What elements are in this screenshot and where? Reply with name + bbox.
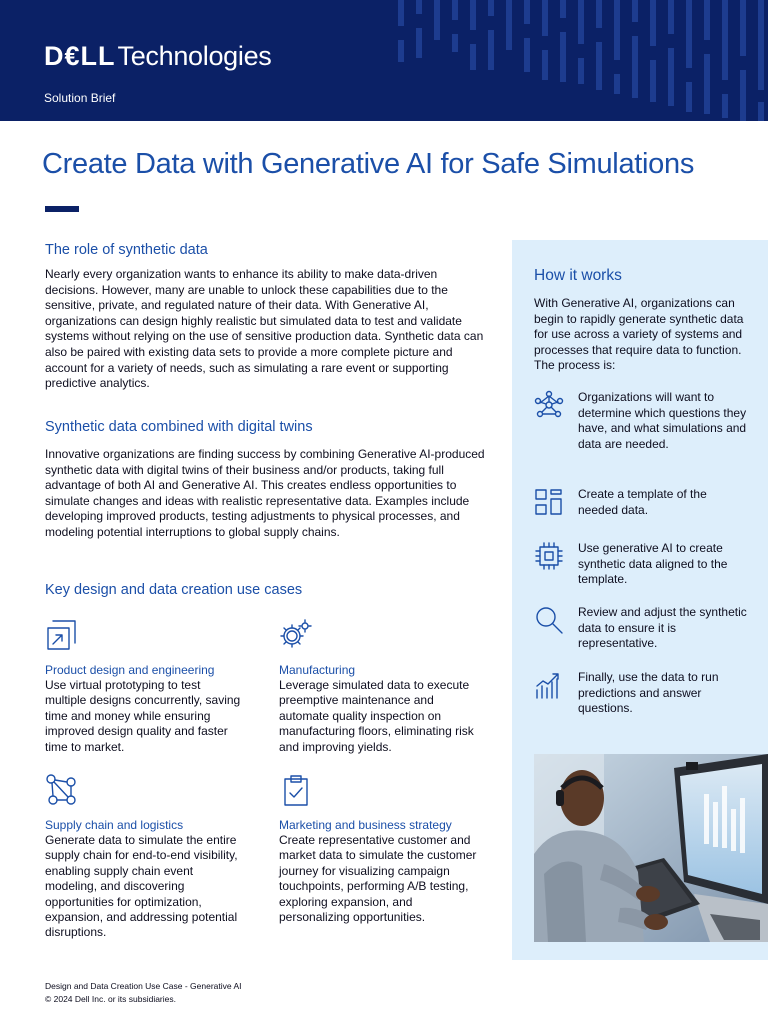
section-heading-digital-twins: Synthetic data combined with digital twins xyxy=(45,419,313,435)
step-text: Use generative AI to create synthetic data aligned to the template. xyxy=(578,541,728,587)
growth-chart-icon xyxy=(534,670,564,700)
footer-doc-label: Design and Data Creation Use Case - Generative AI xyxy=(45,981,242,991)
dell-technologies-logo xyxy=(44,41,272,77)
step-text: Finally, use the data to run predictions and answer questions. xyxy=(578,670,719,716)
section-body-synthetic-data: Nearly every organization wants to enhance its ability to make data-driven decisions. However, many are unable to unlock these capabilities due to the sensitive, private, and regulated nature of their data. With Generative AI, organizations can design highly realistic but simulated data to test and validate systems without relying on the use of sensitive production data. Synthetic data can also be paired with existing data sets to provide a more complete picture and account for a variety of needs, such as simulating a rare event or supporting predictive analytics. xyxy=(45,267,484,391)
template-grid-icon xyxy=(534,487,564,517)
sidebar-intro: With Generative AI, organizations can begin to rapidly generate synthetic data for use across a variety of systems and processes that require data to function. The process is: xyxy=(534,296,744,373)
use-case-desc: Create representative customer and market data to simulate the customer journey for visualizing campaign touchpoints, performing A/B testing, exploring expansion, and personalizing opportunities. xyxy=(279,833,477,925)
step-text: Create a template of the needed data. xyxy=(578,487,707,517)
use-case-desc: Use virtual prototyping to test multiple designs concurrently, saving time and money while ensuring improved design quality and faster time to market. xyxy=(45,678,241,754)
how-it-works-sidebar xyxy=(512,240,768,960)
use-case-title: Marketing and business strategy xyxy=(279,818,452,832)
header-band xyxy=(0,0,768,121)
logo-dell: D€LL xyxy=(44,41,116,71)
network-nodes-icon xyxy=(45,773,79,807)
title-rule xyxy=(45,206,79,212)
sidebar-title: How it works xyxy=(534,267,622,284)
section-heading-use-cases: Key design and data creation use cases xyxy=(45,582,303,598)
header-pattern xyxy=(398,0,768,121)
gears-icon xyxy=(279,618,313,652)
use-case-title: Manufacturing xyxy=(279,663,356,677)
molecule-icon xyxy=(534,390,564,420)
step-text: Review and adjust the synthetic data to ensure it is representative. xyxy=(578,605,747,651)
step-text: Organizations will want to determine which questions they have, and what simulations and data are needed. xyxy=(578,390,747,451)
magnifier-icon xyxy=(534,605,564,635)
logo-technologies: Technologies xyxy=(117,41,272,71)
footer-copyright: © 2024 Dell Inc. or its subsidiaries. xyxy=(45,994,176,1004)
chip-icon xyxy=(534,541,564,571)
use-case-title: Supply chain and logistics xyxy=(45,818,184,832)
use-case-desc: Generate data to simulate the entire supply chain for end-to-end visibility, enabling supply chain event modeling, and discovering opportunities for optimization, expansion, and addressing potential disruptions. xyxy=(45,833,238,940)
person-at-workstation-photo xyxy=(534,754,768,942)
section-body-digital-twins: Innovative organizations are finding success by combining Generative AI-produced synthetic data with digital twins of their business and/or products, taking full advantage of both AI and Generative AI. This creates endless opportunities to simulate changes and ideas with realistic representative data. Examples include developing improved products, testing adjustments to physical processes, and modeling potential interruptions to global supply chains. xyxy=(45,447,485,539)
section-heading-synthetic-data: The role of synthetic data xyxy=(45,242,208,258)
doc-type-label: Solution Brief xyxy=(44,91,116,105)
use-case-title: Product design and engineering xyxy=(45,663,215,677)
footer xyxy=(45,980,242,1006)
design-arrow-icon xyxy=(45,618,79,652)
clipboard-check-icon xyxy=(279,773,313,807)
use-case-desc: Leverage simulated data to execute preemptive maintenance and automate quality inspection on manufacturing floors, eliminating risk and improving yields. xyxy=(279,678,474,754)
page-title: Create Data with Generative AI for Safe Simulations xyxy=(42,148,695,180)
